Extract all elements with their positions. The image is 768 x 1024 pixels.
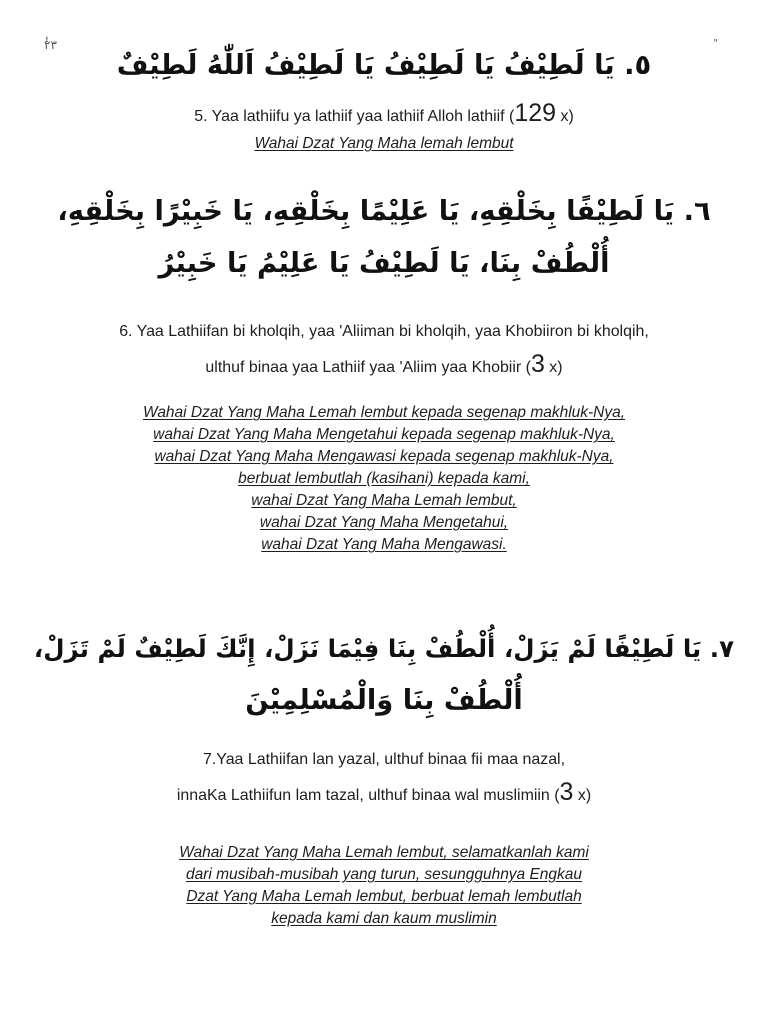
translation-line: dari musibah-musibah yang turun, sesungguhnya Engkau <box>186 866 582 883</box>
translation-line: wahai Dzat Yang Maha Mengawasi kepada segenap makhluk-Nya, <box>154 448 614 465</box>
section-5-latin <box>0 97 768 133</box>
latin-text: innaKa Lathiifun lam tazal, ulthuf binaa wal muslimiin ( <box>176 787 560 804</box>
translation-line: wahai Dzat Yang Maha Mengawasi. <box>261 536 507 553</box>
translation-line: berbuat lembutlah (kasihani) kepada kami, <box>238 470 530 487</box>
section-5-arabic <box>0 40 768 92</box>
latin-line <box>0 348 768 384</box>
arabic-line: ٦. يَا لَطِيْفًا بِخَلْقِهِ، يَا عَلِيْمًا بِخَلْقِهِ، يَا خَبِيْرًا بِخَلْقِهِ، <box>57 196 711 227</box>
repeat-suffix: x) <box>544 359 563 376</box>
translation-line: wahai Dzat Yang Maha Mengetahui kepada segenap makhluk-Nya, <box>153 426 615 443</box>
arabic-line: أُلْطُفْ بِنَا، يَا لَطِيْفُ يَا عَلِيْمُ يَا خَبِيْرُ <box>158 248 610 279</box>
latin-text: 7.Yaa Lathiifan lan yazal, ulthuf binaa fii maa nazal, <box>202 751 566 768</box>
translation-line: kepada kami dan kaum muslimin <box>271 910 497 927</box>
repeat-count: 3 <box>530 350 545 378</box>
arabic-line: أُلْطُفْ بِنَا وَالْمُسْلِمِيْنَ <box>245 685 523 716</box>
latin-line <box>0 316 768 348</box>
section-6-arabic <box>0 186 768 290</box>
latin-line <box>0 744 768 776</box>
section-6-translation <box>0 402 768 556</box>
latin-text: 5. Yaa lathiifu ya lathiif yaa lathiif Alloh lathiif ( <box>194 108 515 125</box>
repeat-count: 129 <box>514 99 557 127</box>
translation-line: Wahai Dzat Yang Maha Lemah lembut kepada segenap makhluk-Nya, <box>142 404 626 421</box>
latin-text: 6. Yaa Lathiifan bi kholqih, yaa 'Aliiman bi kholqih, yaa Khobiiron bi kholqih, <box>119 323 649 340</box>
arabic-line: ٧. يَا لَطِيْفًا لَمْ يَزَلْ، أُلْطُفْ بِنَا فِيْمَا نَزَلْ، إِنَّكَ لَطِيْفٌ لَمْ تَزَلْ، <box>33 634 735 663</box>
latin-line <box>0 97 768 133</box>
section-5-translation <box>0 133 768 155</box>
corner-mark-left: ٔٔ٢٣ <box>44 38 57 52</box>
repeat-count: 3 <box>559 778 574 806</box>
corner-mark-right: " <box>713 38 718 49</box>
translation-line: Wahai Dzat Yang Maha Lemah lembut, selamatkanlah kami <box>179 844 589 861</box>
section-7-latin <box>0 744 768 812</box>
latin-text: ulthuf binaa yaa Lathiif yaa 'Aliim yaa Khobiir ( <box>205 359 531 376</box>
repeat-suffix: x) <box>573 787 592 804</box>
translation-line: Dzat Yang Maha Lemah lembut, berbuat lemah lembutlah <box>186 888 582 905</box>
section-7-translation <box>0 842 768 930</box>
translation-line: Wahai Dzat Yang Maha lemah lembut <box>254 135 514 152</box>
translation-line: wahai Dzat Yang Maha Mengetahui, <box>259 514 509 531</box>
section-7-arabic <box>0 623 768 727</box>
latin-line <box>0 776 768 812</box>
translation-line: wahai Dzat Yang Maha Lemah lembut, <box>251 492 517 509</box>
arabic-line: ٥. يَا لَطِيْفُ يَا لَطِيْفُ يَا لَطِيْفُ اَللّٰهُ لَطِيْفٌ <box>116 50 652 81</box>
section-6-latin <box>0 316 768 384</box>
repeat-suffix: x) <box>556 108 574 125</box>
